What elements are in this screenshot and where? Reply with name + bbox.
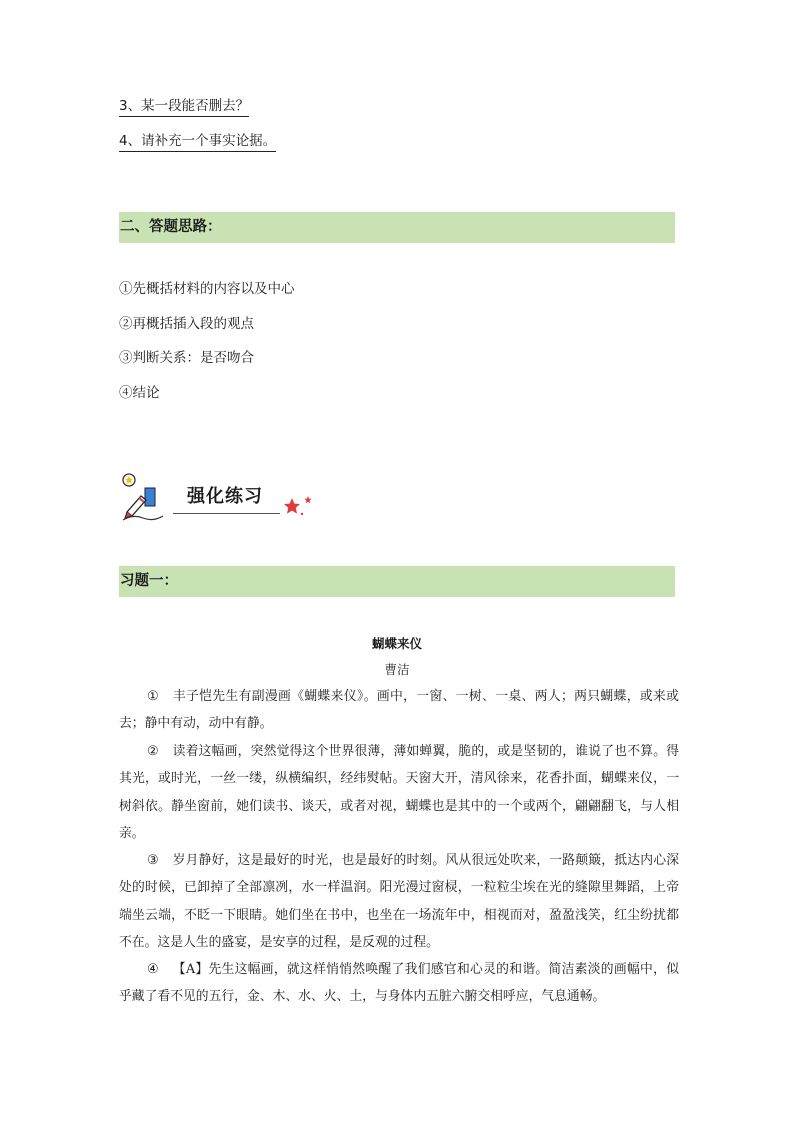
paragraph-number: ② [147, 744, 159, 759]
practice-banner [119, 468, 319, 524]
exercise-heading: 习题一： [119, 566, 675, 597]
pencil-star-icon [119, 468, 175, 524]
paragraph-text: 丰子恺先生有副漫画《蝴蝶来仪》。画中，一窗、一树、一桌、两人；两只蝴蝶，或来或去；静中有动，动中有静。 [119, 689, 679, 732]
section-two-heading: 二、答题思路： [119, 212, 675, 243]
article-title: 蝴蝶来仪 [371, 636, 422, 651]
question-4: 4、请补充一个事实论据。 [119, 132, 276, 152]
article-author: 曹洁 [384, 662, 410, 677]
paragraph-text: 岁月静好，这是最好的时光，也是最好的时刻。风从很远处吹来，一路颠簸，抵达内心深处的时候，已卸掉了全部凛冽，水一样温润。阳光漫过窗棂，一粒粒尘埃在光的缝隙里舞蹈，上帝端坐云端，不眨一下眼睛。她们坐在书中，也坐在一场流年中，相视而对，盈盈浅笑，红尘纷扰都不在。这是人生的盛宴，是安享的过程，是反观的过程。 [119, 853, 679, 950]
paragraph-number: ① [147, 689, 159, 704]
paragraph-number: ④ [147, 962, 159, 977]
banner-underline [173, 513, 280, 514]
step-3: ③判断关系：是否吻合 [119, 350, 254, 366]
paragraph-2 [119, 738, 679, 847]
step-1: ①先概括材料的内容以及中心 [119, 281, 295, 297]
paragraph-1 [119, 683, 679, 738]
step-2: ②再概括插入段的观点 [119, 316, 254, 332]
paragraph-4 [119, 956, 679, 1011]
paragraph-text: 读着这幅画，突然觉得这个世界很薄，薄如蝉翼，脆的，或是坚韧的，谁说了也不算。得其光，或时光，一丝一缕，纵横编织，经纬熨帖。天窗大开，清风徐来，花香扑面，蝴蝶来仪，一树斜依。静坐窗前，她们读书、谈天，或者对视，蝴蝶也是其中的一个或两个，翩翩翻飞，与人相亲。 [119, 744, 679, 841]
paragraph-3 [119, 847, 679, 956]
banner-title: 强化练习 [187, 486, 263, 507]
paragraph-text: 【A】先生这幅画，就这样悄悄然唤醒了我们感官和心灵的和谐。简洁素淡的画幅中，似乎藏了看不见的五行，金、木、水、火、土，与身体内五脏六腑交相呼应，气息通畅。 [119, 962, 679, 1005]
paragraph-number: ③ [147, 853, 159, 868]
stars-icon [282, 494, 316, 518]
question-3: 3、某一段能否删去？ [119, 97, 249, 117]
step-4: ④结论 [119, 385, 160, 401]
